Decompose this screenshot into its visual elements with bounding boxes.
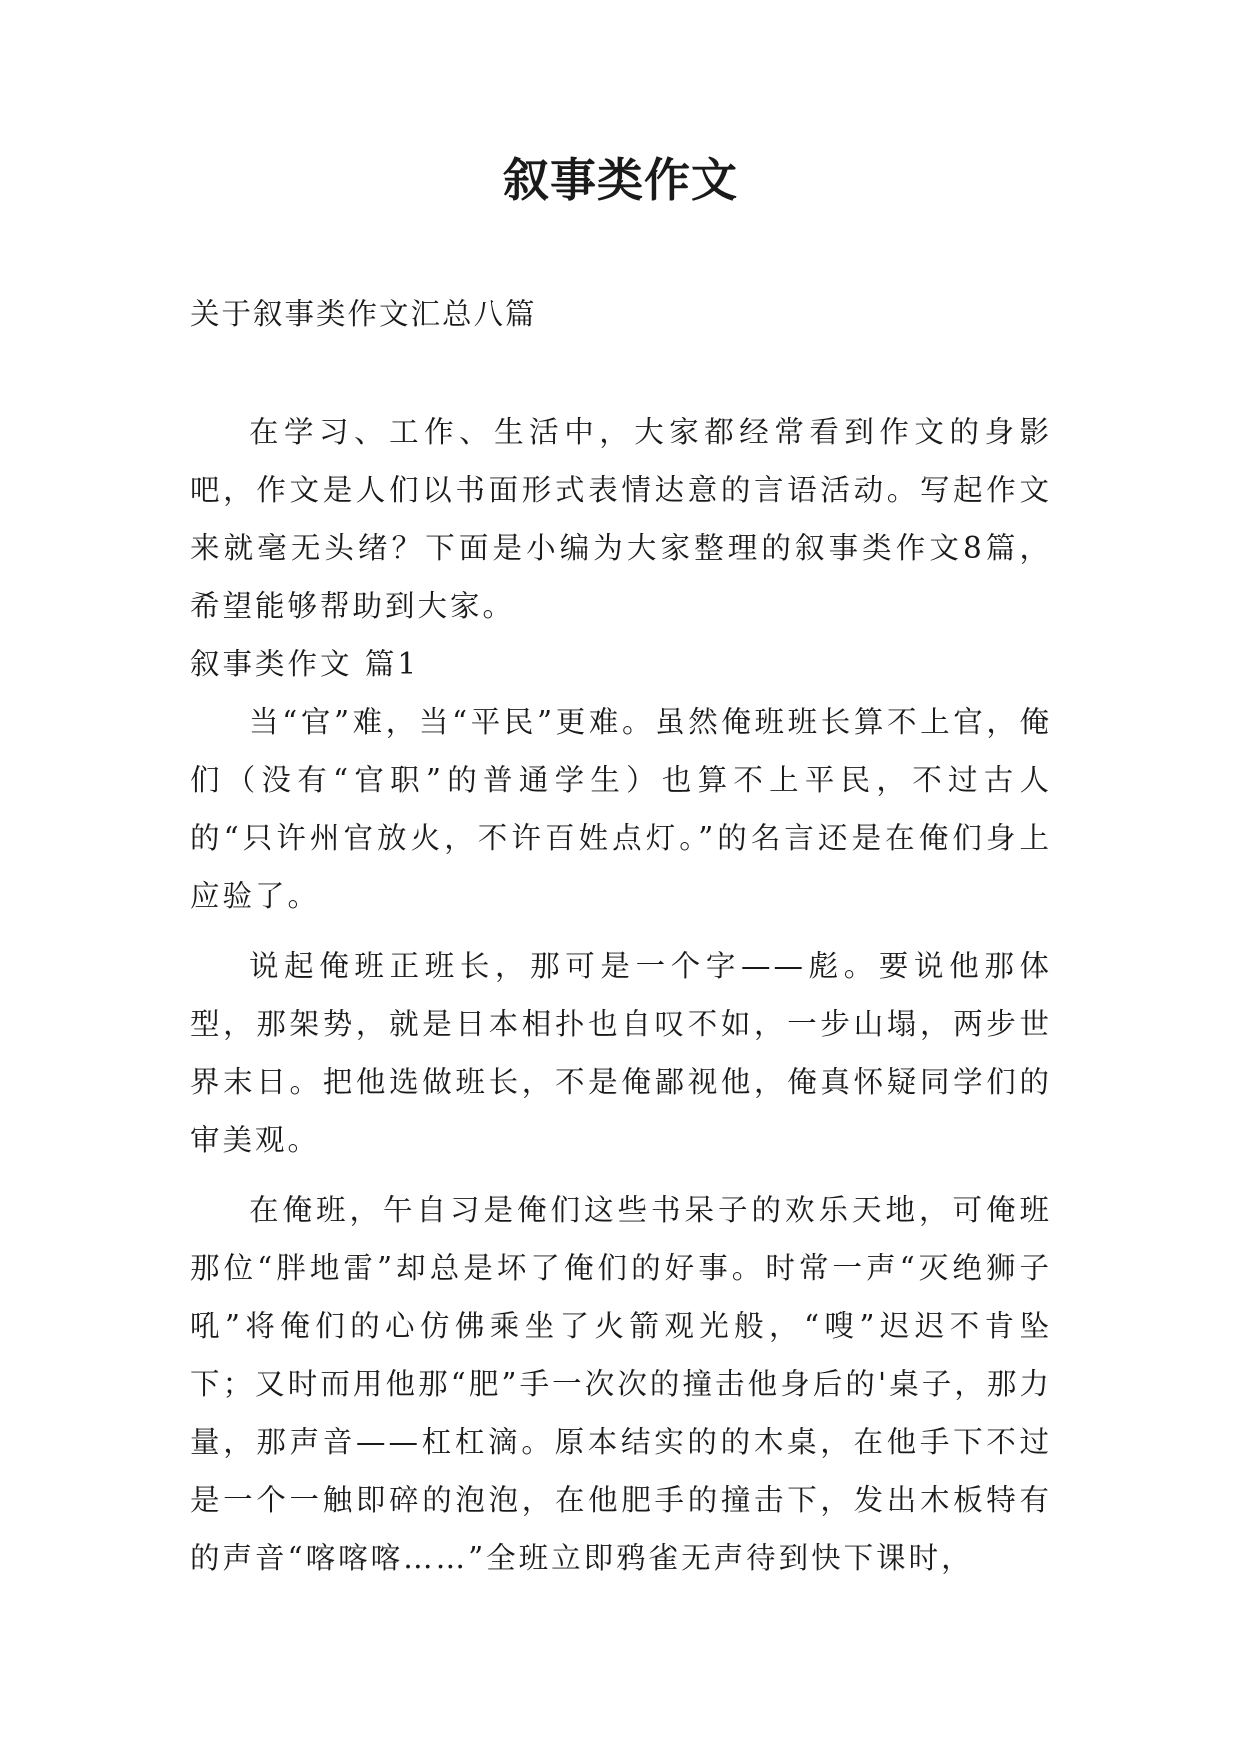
intro-paragraph: 在学习、工作、生活中，大家都经常看到作文的身影吧，作文是人们以书面形式表情达意的言语活动。写起作文来就毫无头绪？下面是小编为大家整理的叙事类作文8篇，希望能够帮助到大家。 [190, 415, 1052, 623]
section-heading: 叙事类作文 篇1 [190, 647, 420, 681]
body-paragraph-3: 在俺班，午自习是俺们这些书呆子的欢乐天地，可俺班那位“胖地雷”却总是坏了俺们的好事。时常一声“灭绝狮子吼”将俺们的心仿佛乘坐了火箭观光般，“嗖”迟迟不肯坠下；又时而用他那“肥”手一次次的撞击他身后的'桌子，那力量，那声音——杠杠滴。原本结实的的木桌，在他手下不过是一个一触即碎的泡泡，在他肥手的撞击下，发出木板特有的声音“喀喀喀……”全班立即鸦雀无声待到快下课时， [190, 1193, 1052, 1575]
spacer [190, 343, 1052, 403]
body-paragraph-1: 当“官”难，当“平民”更难。虽然俺班班长算不上官，俺们（没有“官职”的普通学生）也算不上平民，不过古人的“只许州官放火，不许百姓点灯。”的名言还是在俺们身上应验了。 [190, 705, 1052, 913]
document-body [190, 285, 1052, 1587]
document-subtitle: 关于叙事类作文汇总八篇 [190, 297, 537, 331]
body-paragraph-2: 说起俺班正班长，那可是一个字——彪。要说他那体型，那架势，就是日本相扑也自叹不如，一步山塌，两步世界末日。把他选做班长，不是俺鄙视他，俺真怀疑同学们的审美观。 [190, 949, 1052, 1157]
document-title: 叙事类作文 [503, 153, 738, 207]
